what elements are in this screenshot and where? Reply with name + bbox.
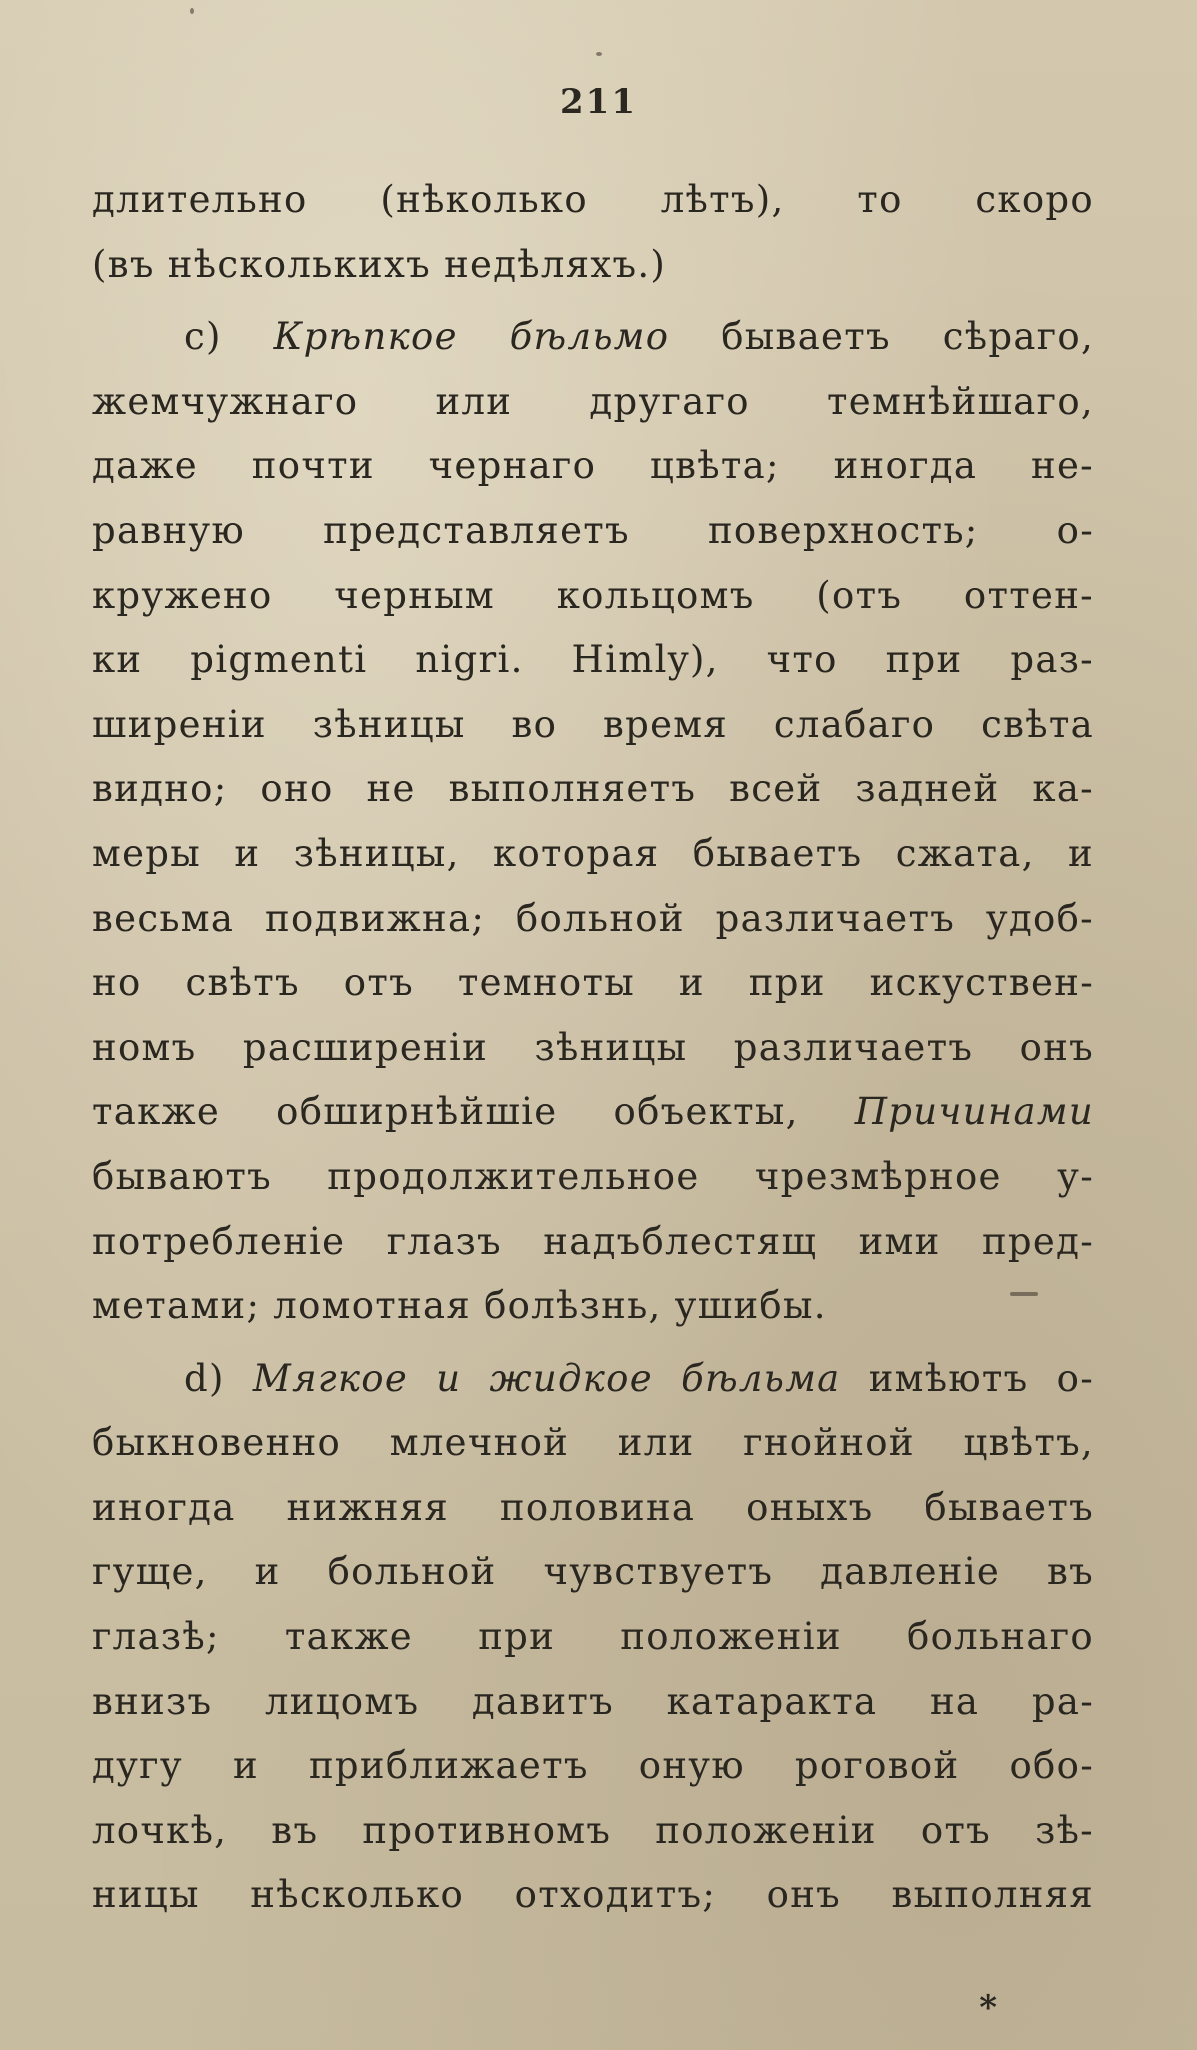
paragraph-d-first-line: [92, 1347, 1094, 1412]
text-line: (въ нѣсколькихъ недѣляхъ.): [92, 242, 667, 286]
text-line: кружено черным кольцомъ (отъ оттен-: [92, 573, 1094, 617]
text-line: быкновенно млечной или гнойной цвѣтъ,: [92, 1421, 1094, 1465]
paragraph-gap: [92, 297, 1094, 305]
paragraph-d-term: Мягкое и жидкое бѣльма: [252, 1356, 841, 1400]
text-line: ширенiи зѣницы во время слабаго свѣта: [92, 702, 1094, 746]
text-line: лочкѣ, въ противномъ положенiи отъ зѣ-: [92, 1808, 1094, 1852]
paper-speck: [190, 8, 194, 14]
text-line: даже почти чернаго цвѣта; иногда не-: [92, 444, 1094, 488]
paper-speck: [1010, 1292, 1038, 1296]
text-line: длительно (нѣколько лѣтъ), то скоро: [92, 178, 1094, 221]
text-line: бываютъ продолжительное чрезмѣрное у-: [92, 1154, 1094, 1198]
text-line: глазѣ; также при положенiи больнаго: [92, 1615, 1094, 1659]
text-line: ницы нѣсколько отходитъ; онъ выполняя: [92, 1873, 1094, 1917]
text-line: номъ расширенiи зѣницы различаетъ онъ: [92, 1025, 1094, 1069]
text-line: гуще, и больной чувствуетъ давленiе въ: [92, 1550, 1094, 1594]
paragraph-c-first-line: [92, 305, 1094, 370]
text-line: потребленiе глазъ надъблестящ ими пред-: [92, 1219, 1094, 1263]
text-line: ки pigmenti nigri. Himly), что при раз-: [92, 638, 1094, 682]
paragraph-c-causes-line: [92, 1080, 1094, 1145]
text-line: метами; ломотная болѣзнь, ушибы.: [92, 1284, 827, 1328]
text-line: но свѣтъ отъ темноты и при искуствен-: [92, 961, 1094, 1005]
paragraph-c-label: c): [184, 315, 222, 359]
paragraph-c-line-pre: также обширнѣйшiе объекты,: [92, 1090, 799, 1134]
paragraph-c-term-causes: Причинами: [854, 1090, 1094, 1134]
page-number: 211: [560, 82, 637, 122]
text-line: равную представляетъ поверхность; о-: [92, 508, 1094, 552]
paper-speck: [596, 52, 602, 56]
paragraph-c-term: Крѣпкое бѣльмо: [273, 315, 670, 359]
text-line: весьма подвижна; больной различаетъ удоб-: [92, 896, 1094, 940]
paragraph-c-first-line-rest: бываетъ сѣраго,: [721, 315, 1094, 359]
text-line: видно; оно не выполняетъ всей задней ка-: [92, 767, 1094, 811]
paragraph-d-label: d): [184, 1356, 225, 1400]
text-line: иногда нижняя половина оныхъ бываетъ: [92, 1485, 1094, 1529]
text-line: меры и зѣницы, которая бываетъ сжата, и: [92, 831, 1094, 875]
text-line: внизъ лицомъ давитъ катаракта на ра-: [92, 1679, 1094, 1723]
paragraph-d-first-line-rest: имѣютъ о-: [868, 1356, 1094, 1400]
paragraph-gap: [92, 1339, 1094, 1347]
text-line: жемчужнаго или другаго темнѣйшаго,: [92, 379, 1094, 423]
body-text: [92, 168, 1094, 1928]
catchword: *: [979, 1988, 997, 2028]
text-line: дугу и приближаетъ оную роговой обо-: [92, 1744, 1094, 1788]
